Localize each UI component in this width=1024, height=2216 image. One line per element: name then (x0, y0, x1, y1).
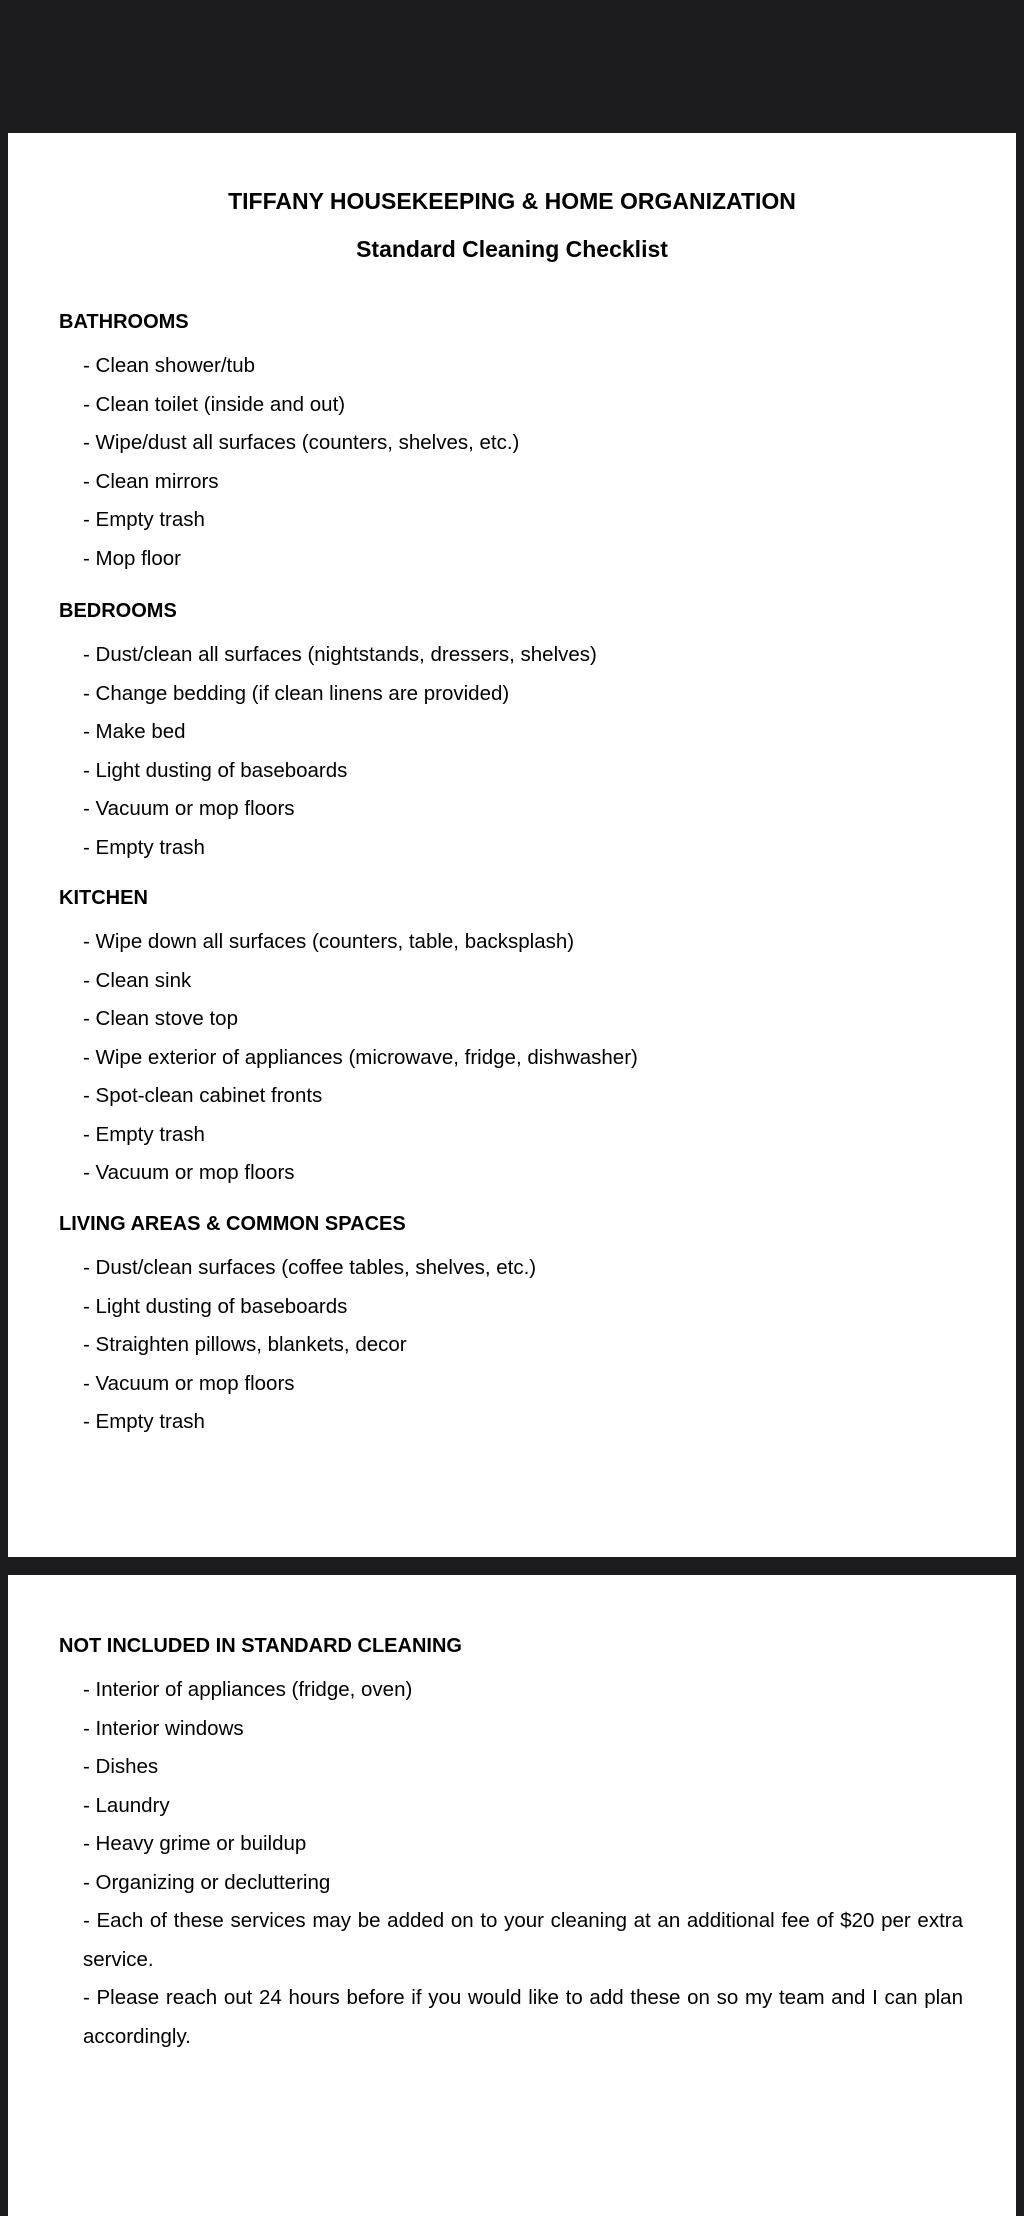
bedrooms-list (83, 636, 597, 867)
section-heading-living-areas: LIVING AREAS & COMMON SPACES (59, 1213, 406, 1235)
list-item: - Clean toilet (inside and out) (83, 392, 346, 416)
list-item: - Organizing or decluttering (83, 1870, 331, 1894)
list-item: - Light dusting of baseboards (83, 1294, 348, 1318)
list-item: - Clean stove top (83, 1007, 238, 1030)
list-item: - Vacuum or mop floors (83, 797, 295, 820)
list-item: - Change bedding (if clean linens are provided) (83, 681, 510, 705)
list-item: - Clean mirrors (83, 469, 219, 493)
list-item: - Empty trash (83, 1122, 205, 1146)
list-item: - Dust/clean surfaces (coffee tables, shelves, etc.) (83, 1256, 537, 1279)
list-item: - Light dusting of baseboards (83, 758, 348, 782)
list-item: - Vacuum or mop floors (83, 1161, 295, 1184)
list-item: - Clean shower/tub (83, 354, 256, 377)
list-item: - Empty trash (83, 508, 205, 531)
list-item: - Empty trash (83, 1410, 205, 1433)
list-item: - Vacuum or mop floors (83, 1371, 295, 1395)
list-item: - Clean sink (83, 968, 192, 992)
section-heading-bedrooms: BEDROOMS (59, 600, 177, 622)
list-item: - Mop floor (83, 546, 181, 570)
add-on-fee-note: - Each of these services may be added on to your cleaning at an additional fee of $20 per extra service. (83, 1909, 963, 1971)
list-item: - Interior windows (83, 1716, 244, 1740)
list-item: - Heavy grime or buildup (83, 1832, 307, 1855)
not-included-list (83, 1671, 412, 1902)
list-item: - Spot-clean cabinet fronts (83, 1084, 323, 1107)
list-item: - Wipe exterior of appliances (microwave, fridge, dishwasher) (83, 1045, 638, 1069)
document-page-2 (8, 1575, 1016, 2216)
list-item: - Make bed (83, 720, 186, 743)
section-heading-kitchen: KITCHEN (59, 887, 148, 909)
living-areas-list (83, 1249, 536, 1442)
list-item: - Laundry (83, 1793, 170, 1817)
section-heading-not-included: NOT INCLUDED IN STANDARD CLEANING (59, 1635, 462, 1657)
list-item: - Wipe/dust all surfaces (counters, shelves, etc.) (83, 431, 520, 454)
list-item: - Dishes (83, 1755, 159, 1778)
checklist-subtitle: Standard Cleaning Checklist (356, 236, 668, 262)
list-item: - Straighten pillows, blankets, decor (83, 1333, 407, 1356)
list-item: - Interior of appliances (fridge, oven) (83, 1678, 413, 1701)
advance-notice-note: - Please reach out 24 hours before if you would like to add these on so my team and I can plan accordingly. (83, 1986, 963, 2048)
section-heading-bathrooms: BATHROOMS (59, 311, 189, 333)
company-title: TIFFANY HOUSEKEEPING & HOME ORGANIZATION (228, 188, 796, 214)
list-item: - Dust/clean all surfaces (nightstands, dressers, shelves) (83, 643, 597, 666)
bathrooms-list (83, 347, 519, 578)
kitchen-list (83, 923, 638, 1193)
list-item: - Wipe down all surfaces (counters, table, backsplash) (83, 930, 575, 953)
list-item: - Empty trash (83, 835, 205, 859)
document-page-1 (8, 133, 1016, 1557)
